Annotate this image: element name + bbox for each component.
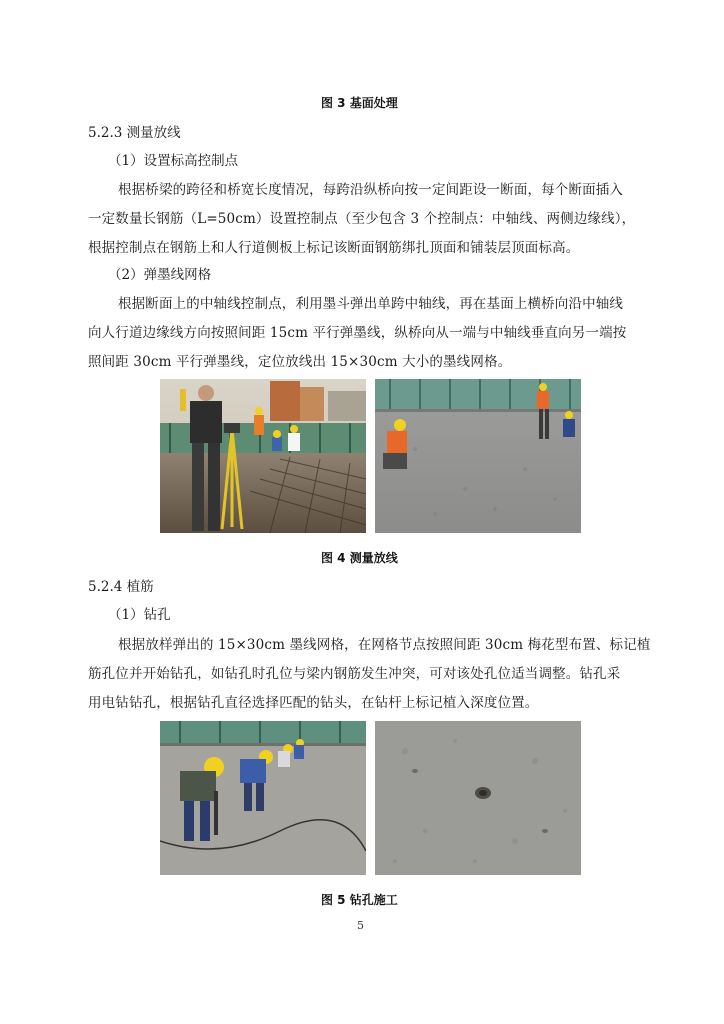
paragraph-line: 根据控制点在钢筋上和人行道侧板上标记该断面钢筋绑扎顶面和铺装层顶面标高。: [88, 240, 580, 256]
paragraph-line: 筋孔位并开始钻孔，如钻孔时孔位与梁内钢筋发生冲突，可对该处孔位适当调整。钻孔采: [88, 666, 621, 682]
photo-surveyor-with-level: [160, 379, 366, 533]
subheading-drilling: （1）钻孔: [108, 607, 171, 623]
section-heading-5-2-3: 5.2.3 测量放线: [88, 125, 181, 141]
figure-3-caption: 图 3 基面处理: [321, 96, 398, 110]
paragraph-line: 根据桥梁的跨径和桥宽长度情况，每跨沿纵桥向按一定间距设一断面，每个断面插入: [118, 182, 624, 198]
section-heading-5-2-4: 5.2.4 植筋: [88, 579, 154, 595]
photo-drilled-holes-closeup: [375, 721, 581, 875]
paragraph-line: 一定数量长钢筋（L=50cm）设置控制点（至少包含 3 个控制点：中轴线、两侧边缘线），: [88, 211, 636, 227]
photo-workers-drilling: [160, 721, 366, 875]
figure-5-caption: 图 5 钻孔施工: [321, 893, 398, 907]
paragraph-line: 照间距 30cm 平行弹墨线，定位放线出 15×30cm 大小的墨线网格。: [88, 354, 512, 370]
paragraph-line: 用电钻钻孔，根据钻孔直径选择匹配的钻头，在钻杆上标记植入深度位置。: [88, 695, 539, 711]
figure-4-caption: 图 4 测量放线: [321, 551, 398, 565]
subheading-ink-line-grid: （2）弹墨线网格: [108, 267, 212, 283]
paragraph-line: 根据断面上的中轴线控制点，利用墨斗弹出单跨中轴线，再在基面上横桥向沿中轴线: [118, 296, 624, 312]
paragraph-line: 向人行道边缘线方向按照间距 15cm 平行弹墨线，纵桥向从一端与中轴线垂直向另一端按: [88, 325, 627, 341]
subheading-set-elevation-control: （1）设置标高控制点: [108, 153, 239, 169]
paragraph-line: 根据放样弹出的 15×30cm 墨线网格，在网格节点按照间距 30cm 梅花型布置、标记植: [118, 637, 651, 653]
photo-workers-snapping-ink-lines: [375, 379, 581, 533]
page-number: 5: [357, 919, 364, 932]
